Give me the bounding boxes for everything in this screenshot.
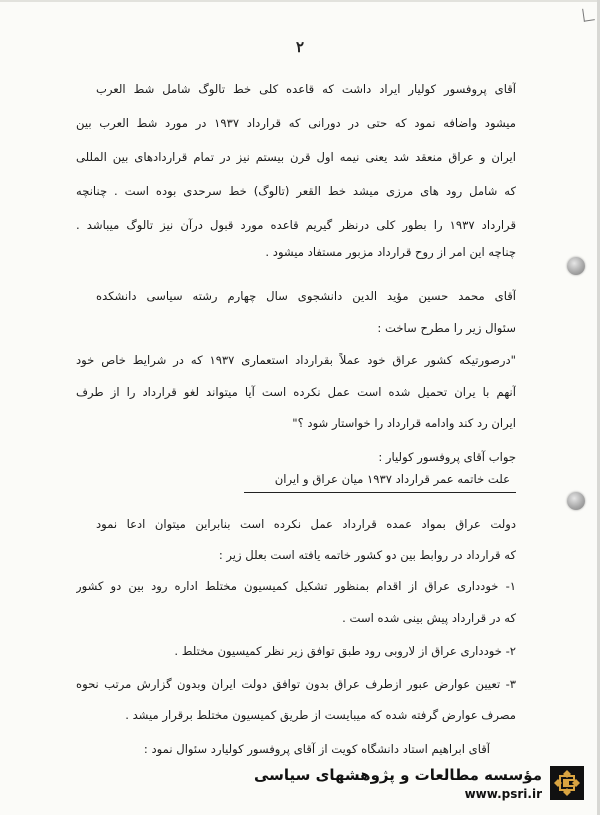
page-number: ۲ xyxy=(295,38,305,56)
paragraph-1-line: میشود واضافه نمود که حتی در دورانی که قرارداد ۱۹۳۷ در مورد شط العرب بین xyxy=(76,116,516,130)
closing-line: آقای ابراهیم استاد دانشگاه کویت از آقای پروفسور کولیارد سئوال نمود : xyxy=(143,742,490,756)
answer-intro: جواب آقای پروفسور کولیار : xyxy=(378,450,516,464)
list-item-1-line: ۱- خودداری عراق از اقدام بمنظور تشکیل کمیسیون مختلط اداره رود بین دو کشور xyxy=(76,579,516,593)
corner-fold-mark xyxy=(582,7,595,21)
paragraph-3-line: دولت عراق بمواد عمده قرارداد عمل نکرده است بنابراین میتوان ادعا نمود xyxy=(96,517,516,531)
punch-hole-icon xyxy=(567,257,585,275)
paragraph-2-line: سئوال زیر را مطرح ساخت : xyxy=(377,321,516,335)
punch-hole-icon xyxy=(567,492,585,510)
institute-name: مؤسسه مطالعات و پژوهشهای سیاسی xyxy=(253,766,542,784)
paragraph-1-line: چناچه این امر از روح قرارداد مزبور مستفاد میشود . xyxy=(265,245,516,259)
paragraph-2-line: "درصورتیکه کشور عراق خود عملاً بقرارداد استعماری ۱۹۳۷ که در شرایط خاص خود xyxy=(76,353,516,367)
page-top-edge xyxy=(0,0,600,2)
list-item-3-line: مصرف عوارض گرفته شده که میبایست از طریق کمیسیون مختلط برقرار میشد . xyxy=(125,708,516,722)
paragraph-2-line: آنهم با یران تحمیل شده است عمل نکرده است آیا میتواند لغو قرارداد را از طرف xyxy=(76,385,516,399)
paragraph-1-line: آقای پروفسور کولیار ایراد داشت که قاعده کلی خط تالوگ شامل شط العرب xyxy=(96,82,516,96)
paragraph-2-line: آقای محمد حسین مؤید الدین دانشجوی سال چهارم رشته سیاسی دانشکده xyxy=(96,289,516,303)
institute-url: www.psri.ir xyxy=(464,787,542,801)
list-item-3-line: ۳- تعیین عوارض عبور ازطرف عراق بدون توافق دولت ایران وبدون گزارش مرتب نحوه xyxy=(76,677,516,691)
answer-heading: علت خاتمه عمر قرارداد ۱۹۳۷ میان عراق و ایران xyxy=(274,472,510,486)
paragraph-2-line: ایران رد کند وادامه قرارداد را خواستار شود ؟" xyxy=(292,416,516,430)
paragraph-3-line: که قرارداد در روابط بین دو کشور خاتمه یافته است بعلل زیر : xyxy=(218,548,516,562)
paragraph-1-line: که شامل رود های مرزی میشد خط القعر (تالوگ) خط سرحدی بوده است . چنانچه xyxy=(76,184,516,198)
paragraph-1-line: قرارداد ۱۹۳۷ را بطور کلی درنظر گیریم قاعده مورد قبول درآن نیز تالوگ میباشد . xyxy=(76,218,516,232)
list-item-2-line: ۲- خودداری عراق از لاروبی رود طبق توافق زیر نظر کمیسیون مختلط . xyxy=(174,644,516,658)
list-item-1-line: که در قرارداد پیش بینی شده است . xyxy=(342,611,516,625)
institute-logo-icon xyxy=(550,766,584,800)
paragraph-1-line: ایران و عراق منعقد شد یعنی نیمه اول قرن بیستم نیز در تمام قراردادهای بین المللی xyxy=(76,150,516,164)
